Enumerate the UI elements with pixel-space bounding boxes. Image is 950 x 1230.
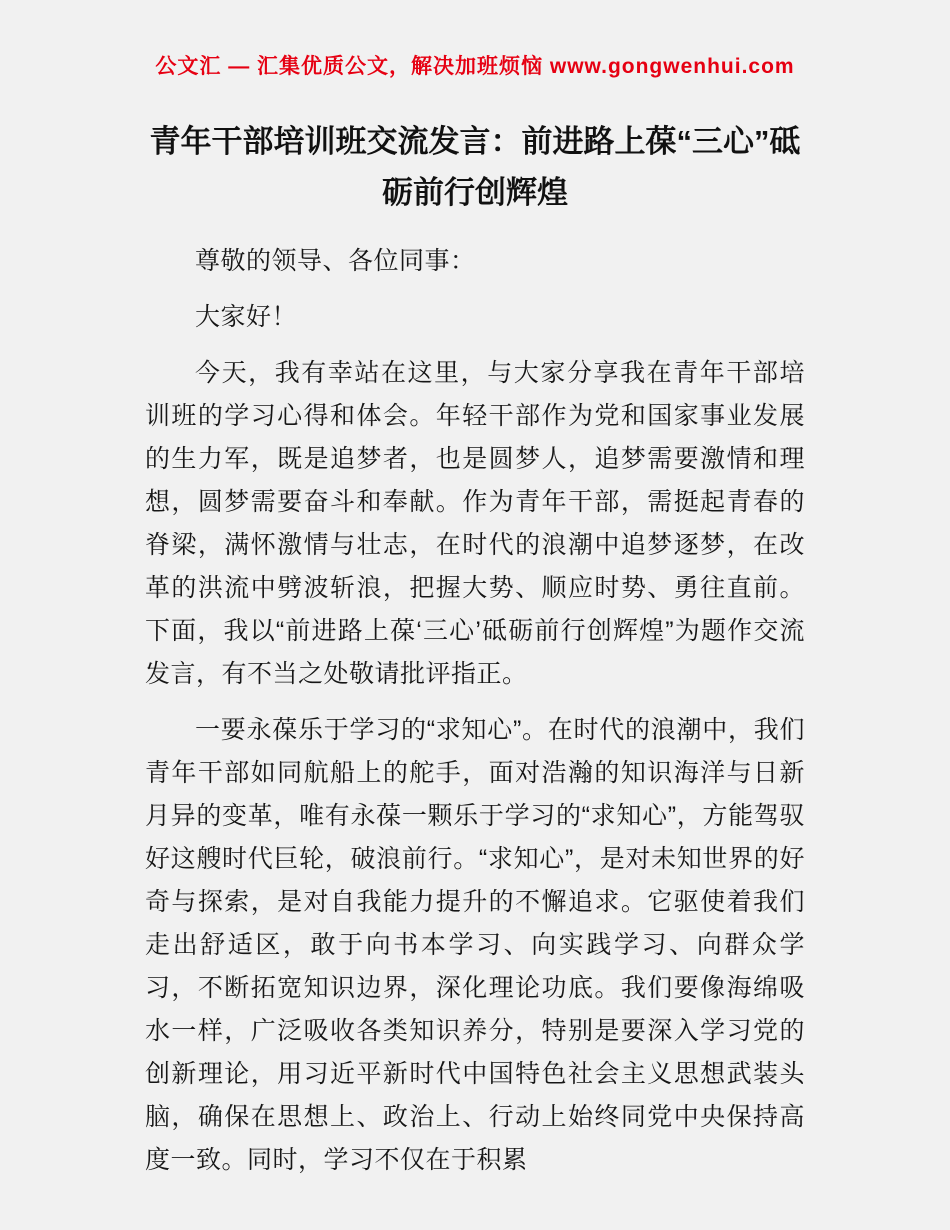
paragraph-salutation: 尊敬的领导、各位同事：: [195, 247, 476, 276]
paragraph-point-one: 一要永葆乐于学习的“求知心”。在时代的浪潮中，我们青年干部如同航船上的舵手，面对浩瀚的知识海洋与日新月异的变革，唯有永葆一颗乐于学习的“求知心”，方能驾驭好这艘时代巨轮，破浪前行。“求知心”，是对未知世界的好奇与探索，是对自我能力提升的不懈追求。它驱使着我们走出舒适区，敢于向书本学习、向实践学习、向群众学习，不断拓宽知识边界，深化理论功底。我们要像海绵吸水一样，广泛吸收各类知识养分，特别是要深入学习党的创新理论，用习近平新时代中国特色社会主义思想武装头脑，确保在思想上、政治上、行动上始终同党中央保持高度一致。同时，学习不仅在于积累: [145, 716, 805, 1175]
paragraph-introduction: 今天，我有幸站在这里，与大家分享我在青年干部培训班的学习心得和体会。年轻干部作为党和国家事业发展的生力军，既是追梦者，也是圆梦人，追梦需要激情和理想，圆梦需要奋斗和奉献。作为青年干部，需挺起青春的脊梁，满怀激情与壮志，在时代的浪潮中追梦逐梦，在改革的洪流中劈波斩浪，把握大势、顺应时势、勇往直前。下面，我以“前进路上葆‘三心’砥砺前行创辉煌”为题作交流发言，有不当之处敬请批评指正。: [145, 359, 805, 689]
paragraph-greeting: 大家好！: [195, 303, 298, 332]
document-title: 青年干部培训班交流发言：前进路上葆“三心”砥砺前行创辉煌: [149, 124, 801, 211]
watermark-header: 公文汇 — 汇集优质公文，解决加班烦恼 www.gongwenhui.com: [155, 55, 795, 78]
